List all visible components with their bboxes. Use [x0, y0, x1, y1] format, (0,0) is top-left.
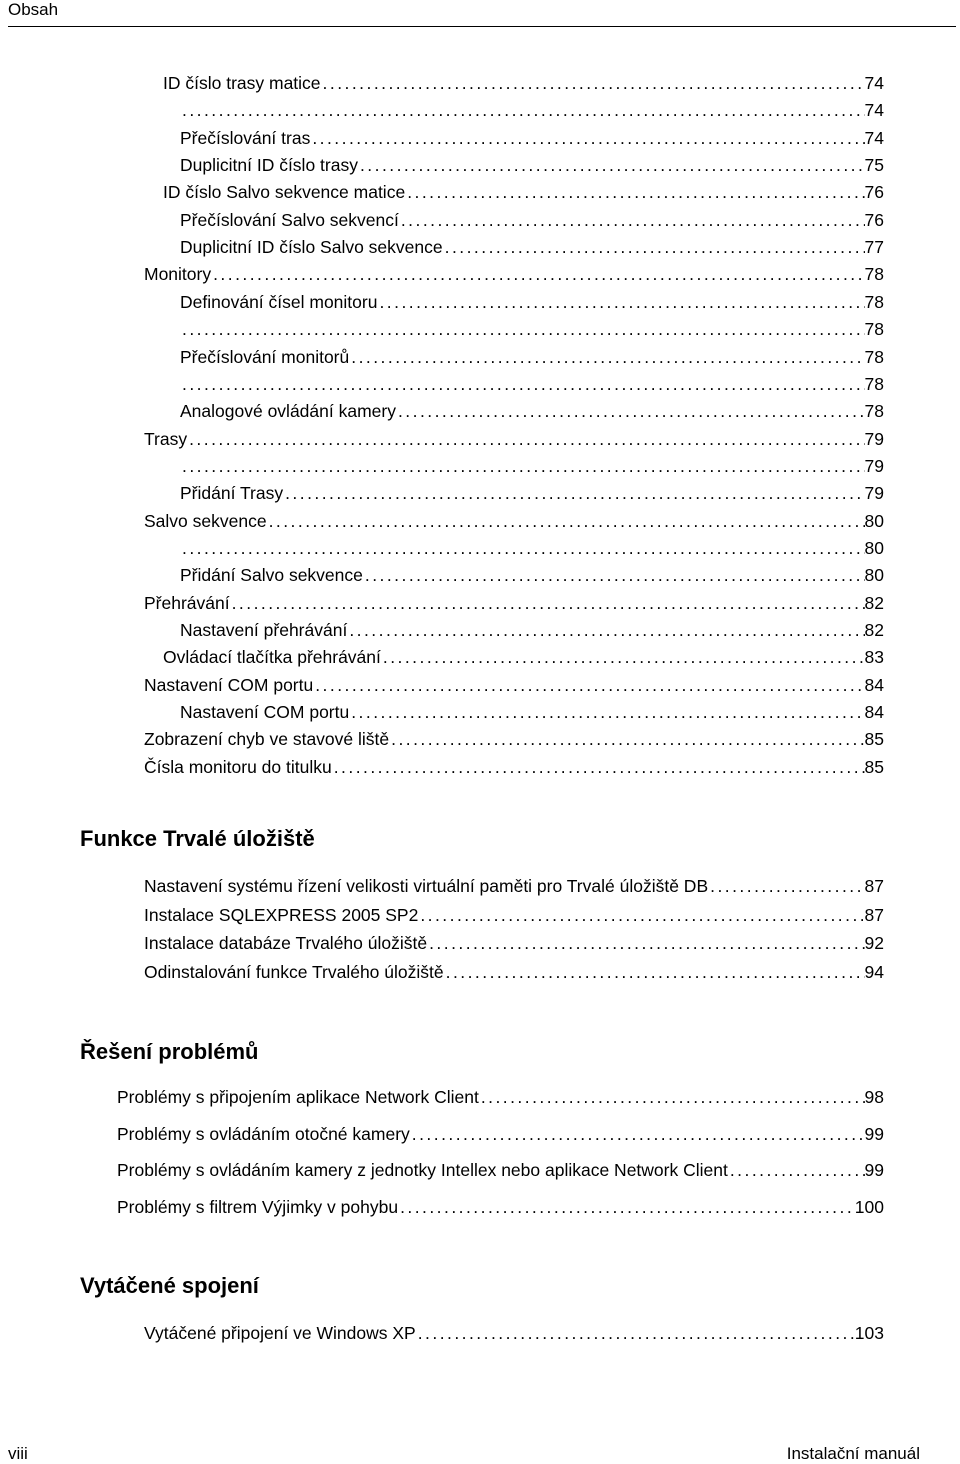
- toc-dot-leader: [230, 592, 865, 614]
- toc-dot-leader: [283, 482, 864, 504]
- toc-entry-title: Nastavení COM portu: [144, 675, 314, 695]
- toc-entry-page: 77: [864, 237, 884, 257]
- toc-entry-page: 94: [864, 962, 884, 982]
- toc-entry-page: 99: [864, 1124, 884, 1144]
- toc-entry-title: Monitory: [144, 264, 212, 284]
- toc-entry[interactable]: [117, 1196, 884, 1218]
- toc-dot-leader: [377, 291, 864, 313]
- toc-entry-page: 87: [864, 876, 884, 896]
- toc-entry[interactable]: [144, 756, 884, 778]
- toc-entry-page: 82: [864, 593, 884, 613]
- toc-entry-title: Analogové ovládání kamery: [180, 401, 396, 421]
- toc-entry[interactable]: [180, 127, 884, 149]
- toc-entry-page: 92: [864, 933, 884, 953]
- toc-dot-leader: [349, 701, 864, 723]
- toc-dot-leader: [347, 619, 864, 641]
- toc-entry-page: 76: [864, 182, 884, 202]
- toc-dot-leader: [444, 961, 865, 983]
- toc-dot-leader: [310, 127, 864, 149]
- toc-dot-leader: [321, 72, 865, 94]
- toc-entry-title: Duplicitní ID číslo Salvo sekvence: [180, 237, 443, 257]
- toc-entry-title: Přečíslování Salvo sekvencí: [180, 210, 399, 230]
- toc-entry-page: 79: [864, 483, 884, 503]
- toc-dot-leader: [180, 318, 865, 340]
- toc-dot-leader: [180, 373, 865, 395]
- toc-entry-title: Instalace SQLEXPRESS 2005 SP2: [144, 905, 419, 925]
- toc-entry-title: Ovládací tlačítka přehrávání: [163, 647, 381, 667]
- toc-dot-leader: [267, 510, 865, 532]
- toc-dot-leader: [410, 1123, 865, 1145]
- toc-entry-title: Problémy s filtrem Výjimky v pohybu: [117, 1197, 399, 1217]
- toc-entry-page: 87: [864, 905, 884, 925]
- toc-entry-page: 80: [864, 565, 884, 585]
- toc-dot-leader: [211, 263, 864, 285]
- toc-entry-title: ID číslo trasy matice: [163, 73, 321, 93]
- toc-dot-leader: [180, 99, 865, 121]
- toc-entry[interactable]: [180, 619, 884, 641]
- toc-entry-title: Definování čísel monitoru: [180, 292, 378, 312]
- toc-entry[interactable]: [117, 1159, 884, 1181]
- toc-entry-page: 80: [864, 511, 884, 531]
- toc-entry-title: Trasy: [144, 429, 188, 449]
- toc-dot-leader: [389, 728, 864, 750]
- toc-entry-title: Odinstalování funkce Trvalého úložiště: [144, 962, 444, 982]
- toc-entry-page: 74: [864, 73, 884, 93]
- toc-entry[interactable]: [163, 646, 884, 668]
- toc-entry-page: 78: [864, 319, 884, 339]
- toc-dot-leader: [405, 181, 864, 203]
- toc-dot-leader: [418, 904, 864, 926]
- toc-entry[interactable]: [180, 455, 884, 477]
- toc-dot-leader: [363, 564, 865, 586]
- toc-entry-page: 80: [864, 538, 884, 558]
- toc-dot-leader: [728, 1159, 865, 1181]
- toc-entry-page: 74: [864, 128, 884, 148]
- toc-entry[interactable]: [180, 346, 884, 368]
- toc-entry-title: Čísla monitoru do titulku: [144, 757, 332, 777]
- toc-entry-page: 85: [864, 757, 884, 777]
- toc-entry-title: Přečíslování tras: [180, 128, 311, 148]
- toc-entry[interactable]: [180, 701, 884, 723]
- toc-entry-page: 78: [864, 401, 884, 421]
- toc-entry-title: Nastavení systému řízení velikosti virtuální paměti pro Trvalé úložiště DB: [144, 876, 709, 896]
- toc-dot-leader: [381, 646, 865, 668]
- toc-entry-page: 79: [864, 456, 884, 476]
- toc-dot-leader: [349, 346, 864, 368]
- toc-entry[interactable]: [163, 72, 884, 94]
- toc-dot-leader: [416, 1322, 855, 1344]
- toc-entry-title: Zobrazení chyb ve stavové liště: [144, 729, 390, 749]
- toc-entry-title: ID číslo Salvo sekvence matice: [163, 182, 406, 202]
- toc-entry[interactable]: [163, 181, 884, 203]
- toc-entry[interactable]: [180, 99, 884, 121]
- toc-entry[interactable]: [144, 932, 884, 954]
- toc-entry[interactable]: [144, 674, 884, 696]
- toc-entry-page: 84: [864, 675, 884, 695]
- toc-entry-title: Salvo sekvence: [144, 511, 267, 531]
- toc-entry-page: 99: [864, 1160, 884, 1180]
- toc-entry[interactable]: [180, 537, 884, 559]
- toc-entry[interactable]: [144, 510, 884, 532]
- toc-entry[interactable]: [144, 592, 884, 614]
- toc-entry[interactable]: [180, 373, 884, 395]
- toc-entry[interactable]: [144, 961, 884, 983]
- toc-dot-leader: [313, 674, 864, 696]
- toc-entry-title: Problémy s ovládáním otočné kamery: [117, 1124, 410, 1144]
- section-heading: Vytáčené spojení: [80, 1273, 259, 1298]
- toc-entry-page: 83: [864, 647, 884, 667]
- toc-entry[interactable]: [180, 482, 884, 504]
- toc-entry-title: Přidání Salvo sekvence: [180, 565, 363, 585]
- toc-entry[interactable]: [144, 1322, 884, 1344]
- header-rule: [8, 26, 956, 27]
- toc-entry-page: 98: [864, 1087, 884, 1107]
- toc-entry-page: 75: [864, 155, 884, 175]
- toc-entry-title: Přečíslování monitorů: [180, 347, 350, 367]
- toc-entry-page: 78: [864, 374, 884, 394]
- section-heading: Funkce Trvalé úložiště: [80, 826, 315, 851]
- toc-dot-leader: [443, 236, 865, 258]
- toc-entry-title: Problémy s ovládáním kamery z jednotky Intellex nebo aplikace Network Client: [117, 1160, 728, 1180]
- toc-dot-leader: [180, 455, 865, 477]
- toc-entry[interactable]: [144, 728, 884, 750]
- toc-entry-title: Nastavení přehrávání: [180, 620, 348, 640]
- footer-document-title: Instalační manuál: [786, 1444, 920, 1463]
- toc-entry[interactable]: [180, 291, 884, 313]
- toc-entry[interactable]: [144, 428, 884, 450]
- toc-dot-leader: [187, 428, 864, 450]
- toc-entry[interactable]: [180, 154, 884, 176]
- toc-entry-title: Vytáčené připojení ve Windows XP: [144, 1323, 416, 1343]
- toc-entry[interactable]: [180, 236, 884, 258]
- toc-entry-title: Instalace databáze Trvalého úložiště: [144, 933, 428, 953]
- toc-entry-title: Duplicitní ID číslo trasy: [180, 155, 358, 175]
- toc-entry[interactable]: [180, 564, 884, 586]
- toc-entry-page: 76: [864, 210, 884, 230]
- page-header-title: Obsah: [8, 0, 59, 19]
- toc-entry-page: 84: [864, 702, 884, 722]
- toc-entry-title: Nastavení COM portu: [180, 702, 350, 722]
- toc-dot-leader: [398, 1196, 855, 1218]
- toc-entry-title: Přehrávání: [144, 593, 230, 613]
- toc-entry-page: 79: [864, 429, 884, 449]
- toc-dot-leader: [180, 537, 865, 559]
- toc-entry[interactable]: [144, 875, 884, 897]
- toc-entry[interactable]: [180, 209, 884, 231]
- toc-dot-leader: [708, 875, 864, 897]
- toc-entry-page: 78: [864, 347, 884, 367]
- toc-entry[interactable]: [144, 263, 884, 285]
- toc-entry-page: 103: [854, 1323, 884, 1343]
- toc-entry[interactable]: [117, 1086, 884, 1108]
- toc-entry[interactable]: [144, 904, 884, 926]
- toc-dot-leader: [479, 1086, 865, 1108]
- toc-entry[interactable]: [180, 400, 884, 422]
- toc-entry-page: 82: [864, 620, 884, 640]
- toc-dot-leader: [332, 756, 865, 778]
- section-heading: Řešení problémů: [80, 1039, 259, 1064]
- toc-dot-leader: [427, 932, 864, 954]
- toc-entry[interactable]: [117, 1123, 884, 1145]
- toc-entry-title: Přidání Trasy: [180, 483, 284, 503]
- toc-entry-title: Problémy s připojením aplikace Network Client: [117, 1087, 479, 1107]
- toc-entry[interactable]: [180, 318, 884, 340]
- toc-dot-leader: [396, 400, 865, 422]
- toc-entry-page: 85: [864, 729, 884, 749]
- toc-entry-page: 78: [864, 292, 884, 312]
- toc-entry-page: 100: [854, 1197, 884, 1217]
- footer-page-number: viii: [8, 1444, 28, 1463]
- toc-dot-leader: [399, 209, 865, 231]
- toc-dot-leader: [358, 154, 865, 176]
- toc-entry-page: 74: [864, 100, 884, 120]
- toc-entry-page: 78: [864, 264, 884, 284]
